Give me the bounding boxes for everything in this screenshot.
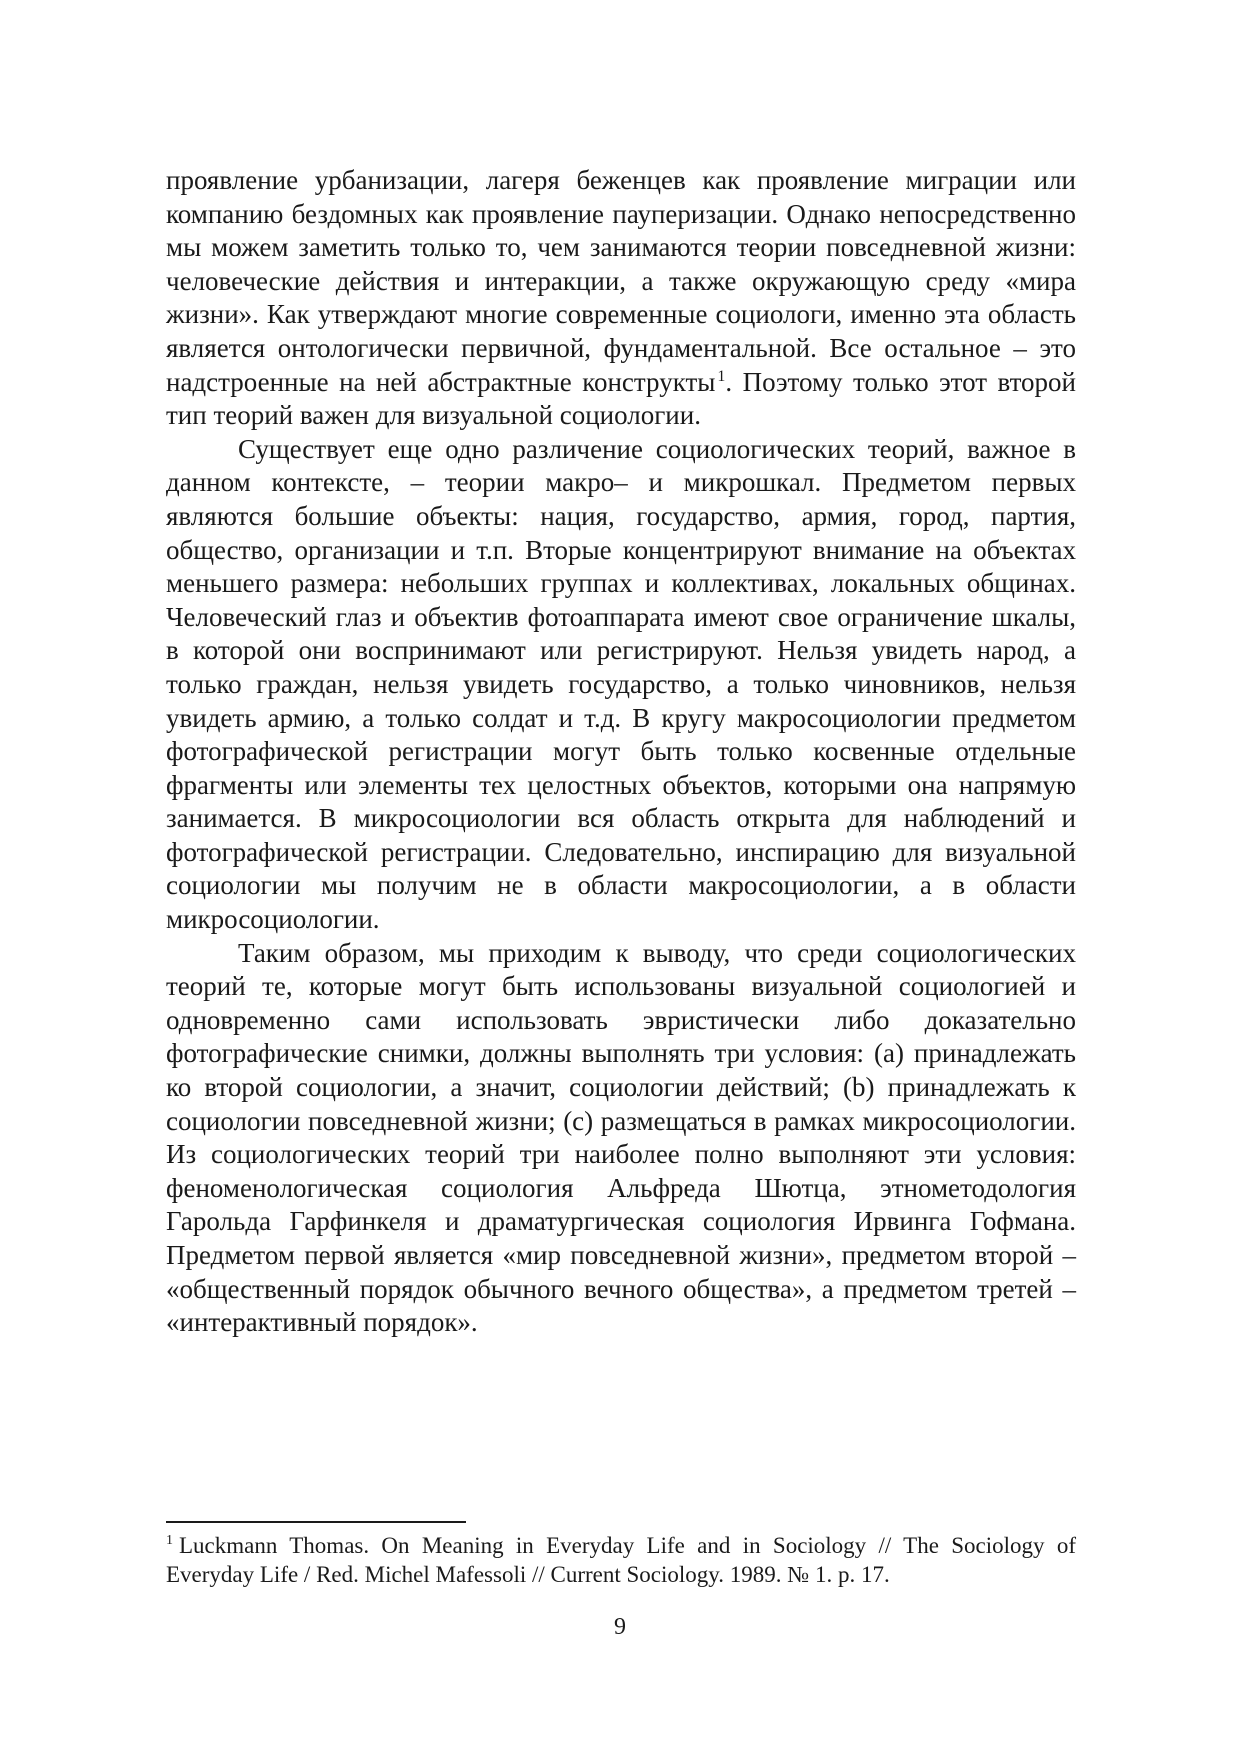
paragraph-1-text-continued: . Поэтому только этот второй тип теорий важен для визуальной социологии. (166, 366, 1077, 431)
footnote (166, 1531, 1076, 1589)
footnote-text: Luckmann Thomas. On Meaning in Everyday Life and in Sociology // The Sociology of Everyday Life / Red. Michel Mafessoli // Current Sociology. 1989. № 1. p. 17. (166, 1533, 1076, 1587)
paragraph-1-text: проявление урбанизации, лагеря беженцев как проявление миграции или компанию бездомных как проявление пауперизации. Однако непосредственно мы можем заметить только то, чем занимаются теории повседневной жизни: человеческие действия и интеракции, а также окружающую среду «мира жизни». Как утверждают многие современные социологи, именно эта область является онтологически первичной, фундаментальной. Все остальное – это надстроенные на ней абстрактные конструкты (166, 165, 1076, 397)
paragraph-3: Таким образом, мы приходим к выводу, что среди социологических теорий те, которые могут быть использованы визуальной социологией и одновременно сами использовать эвристически либо доказательно фотографические снимки, должны выполнять три условия: (а) принадлежать ко второй социологии, а значит, социологии действий; (b) принадлежать к социологии повседневной жизни; (с) размещаться в рамках микросоциологии. Из социологических теорий три наиболее полно выполняют эти условия: феноменологическая социология Альфреда Шютца, этнометодология Гарольда Гарфинкеля и драматургическая социология Ирвинга Гофмана. Предметом первой является «мир повседневной жизни», предметом второй – «общественный порядок обычного вечного общества», а предметом третей – «интерактивный порядок». (166, 937, 1076, 1338)
paragraph-1 (166, 164, 1076, 433)
footnote-reference[interactable]: 1 (717, 367, 726, 385)
footnote-separator (166, 1521, 466, 1523)
paragraph-2: Существует еще одно различение социологических теорий, важное в данном контексте, – теории макро– и микрошкал. Предметом первых являются большие объекты: нация, государство, армия, город, партия, общество, организации и т.п. Вторые концентрируют внимание на объектах меньшего размера: небольших группах и коллективах, локальных общинах. Человеческий глаз и объектив фотоаппарата имеют свое ограничение шкалы, в которой они воспринимают или регистрируют. Нельзя увидеть народ, а только граждан, нельзя увидеть государство, а только чиновников, нельзя увидеть армию, а только солдат и т.д. В кругу макросоциологии предметом фотографической регистрации могут быть только косвенные отдельные фрагменты или элементы тех целостных объектов, которыми она напрямую занимается. В микросоциологии вся область открыта для наблюдений и фотографической регистрации. Следовательно, инспирацию для визуальной социологии мы получим не в области макросоциологии, а в области микросоциологии. (166, 433, 1076, 935)
page-number: 9 (614, 1614, 626, 1640)
footnote-number: 1 (166, 1533, 173, 1548)
body-text (166, 164, 1076, 1340)
